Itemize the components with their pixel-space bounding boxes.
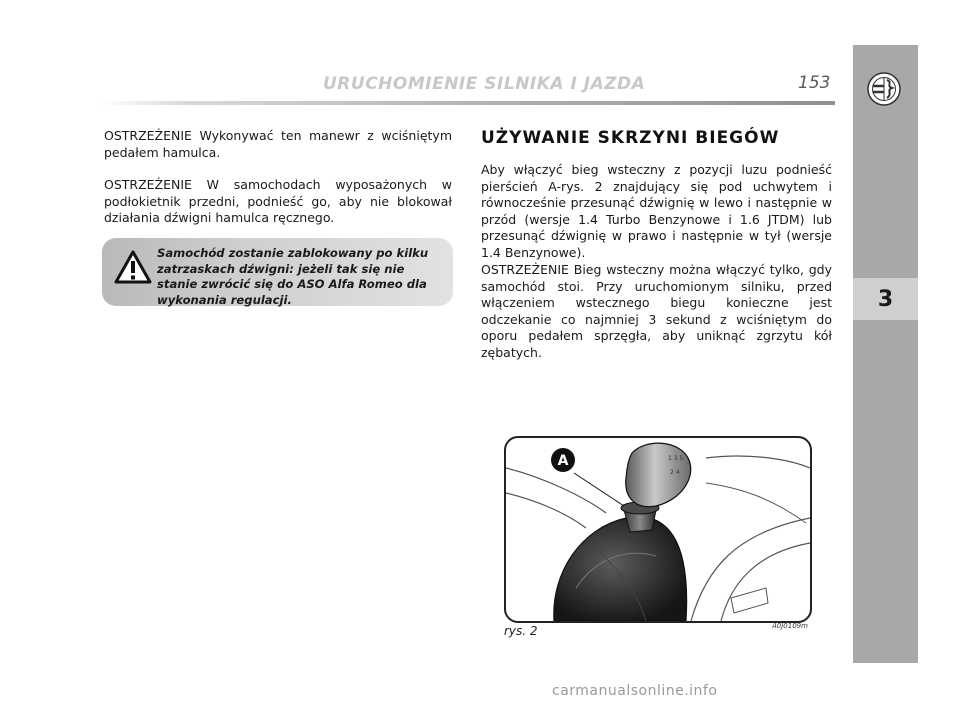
reverse-gear-warning: OSTRZEŻENIE Bieg wsteczny można włączyć tylko, gdy samochód stoi. Przy uruchomionym silniku, przed włączeniem wstecznego biegu konieczne jest odczekanie co najmniej 3 sekund z wciśniętym do oporu pedałem sprzęgła, aby uniknąć zgrzytu kół zębatych.: [481, 262, 832, 360]
section-heading: UŻYWANIE SKRZYNI BIEGÓW: [481, 128, 780, 148]
gearshift-illustration: [506, 438, 810, 621]
figure-caption: rys. 2: [504, 624, 538, 638]
svg-text:2 4: 2 4: [670, 469, 680, 476]
watermark: carmanualsonline.info: [552, 683, 718, 699]
warning-callout: [102, 238, 453, 306]
alfa-romeo-logo-icon: [867, 72, 901, 106]
chapter-tab[interactable]: 3: [853, 278, 918, 320]
warning-triangle-icon: [114, 250, 152, 284]
warning-callout-text: Samochód zostanie zablokowany po kilku zatrzaskach dźwigni: jeżeli tak się nie stanie zwrócić się do ASO Alfa Romeo dla wykonania regulacji.: [157, 246, 429, 307]
callout-label-a: A: [557, 453, 569, 469]
reverse-gear-instructions: Aby włączyć bieg wsteczny z pozycji luzu podnieść pierścień A-rys. 2 znajdujący się pod uchwytem i równocześnie przesunąć dźwignię w lewo i następnie w przód (wersje 1.4 Turbo Benzynowe i 1.6 JTDM) lub przesunąć dźwignię w prawo i następnie w tył (wersje 1.4 Benzynowe).: [481, 162, 832, 260]
gearshift-figure: [504, 436, 812, 623]
page-number: 153: [798, 73, 831, 93]
svg-text:1 3 5: 1 3 5: [668, 455, 684, 462]
header-divider: [100, 101, 835, 105]
warning-paragraph-armrest: OSTRZEŻENIE W samochodach wyposażonych w podłokietnik przedni, podnieść go, aby nie blokował działania dźwigni hamulca ręcznego.: [104, 177, 452, 226]
warning-paragraph-brake: OSTRZEŻENIE Wykonywać ten manewr z wciśniętym pedałem hamulca.: [104, 128, 452, 160]
figure-code: A0J0109m: [772, 622, 808, 630]
chapter-sidebar: [853, 45, 918, 663]
page-header-title: URUCHOMIENIE SILNIKA I JAZDA: [323, 74, 646, 94]
